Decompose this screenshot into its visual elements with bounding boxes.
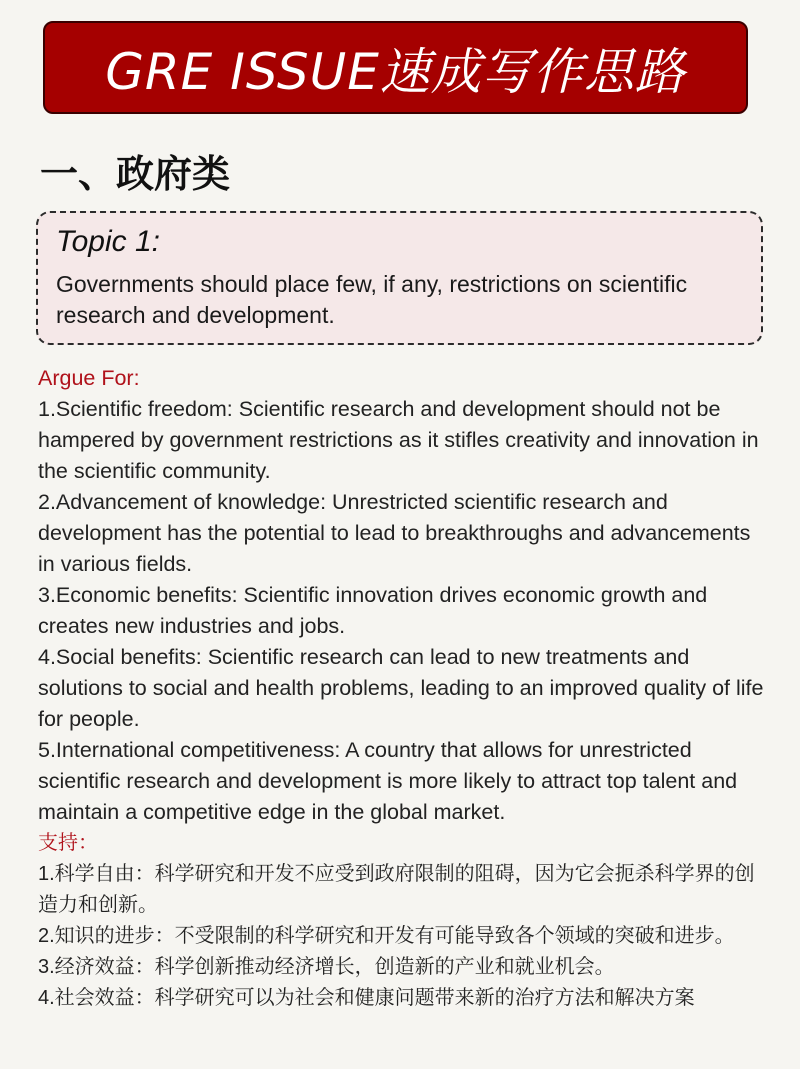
argue-point: 4.Social benefits: Scientific research can lead to new treatments and solutions to social and health problems, leading to an improved quality of life for people. [38,645,764,731]
argue-point: 3.Economic benefits: Scientific innovation drives economic growth and creates new industries and jobs. [38,583,708,638]
support-cn-point: 4.社会效益：科学研究可以为社会和健康问题带来新的治疗方法和解决方案 [38,987,695,1009]
support-cn-point: 3.经济效益：科学创新推动经济增长，创造新的产业和就业机会。 [38,956,615,978]
page-title: GRE ISSUE速成写作思路 [105,42,686,101]
section-heading: 一、政府类 [40,152,231,196]
content-body [38,363,768,1014]
topic-label: Topic 1: [56,225,160,258]
topic-statement: Governments should place few, if any, restrictions on scientific research and development. [56,271,688,328]
support-cn-label: 支持： [38,832,98,854]
topic-box [36,211,763,345]
argue-point: 1.Scientific freedom: Scientific research and development should not be hampered by government restrictions as it stifles creativity and innovation in the scientific community. [38,397,759,483]
title-banner [43,21,748,114]
argue-point: 5.International competitiveness: A country that allows for unrestricted scientific research and development is more likely to attract top talent and maintain a competitive edge in the global market. [38,738,738,824]
support-cn-point: 2.知识的进步：不受限制的科学研究和开发有可能导致各个领域的突破和进步。 [38,925,735,947]
support-cn-point: 1.科学自由：科学研究和开发不应受到政府限制的阻碍，因为它会扼杀科学界的创造力和创新。 [38,863,755,916]
argue-point: 2.Advancement of knowledge: Unrestricted scientific research and development has the potential to lead to breakthroughs and advancements in various fields. [38,490,751,576]
argue-for-label: Argue For: [38,366,140,390]
